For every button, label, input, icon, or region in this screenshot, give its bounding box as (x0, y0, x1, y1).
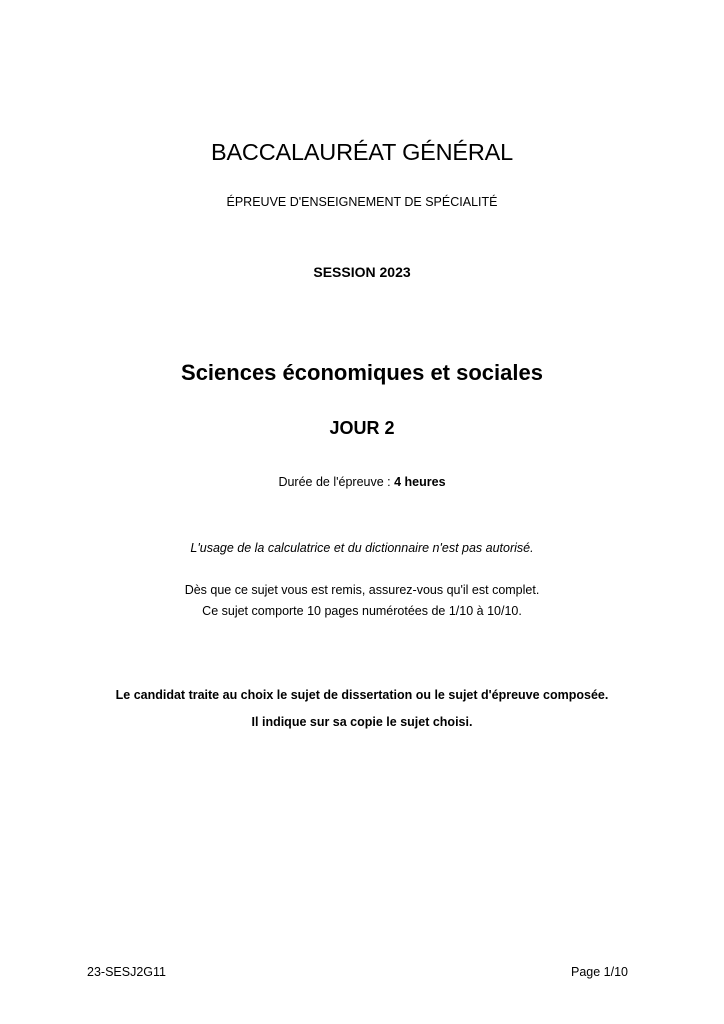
footer-page-number: Page 1/10 (571, 965, 628, 979)
candidate-choice-notice: Le candidat traite au choix le sujet de dissertation ou le sujet d'épreuve composée. (115, 688, 609, 702)
exam-duration (0, 476, 724, 489)
exam-title: BACCALAURÉAT GÉNÉRAL (210, 139, 514, 165)
duration-value: 4 heures (394, 475, 446, 489)
footer-subject-code: 23-SESJ2G11 (87, 965, 166, 979)
session-label: SESSION 2023 (313, 264, 411, 280)
page-count-notice: Ce sujet comporte 10 pages numérotées de 1/10 à 10/10. (202, 604, 522, 618)
completeness-notice: Dès que ce sujet vous est remis, assurez-vous qu'il est complet. (184, 583, 540, 597)
calculator-notice: L'usage de la calculatrice et du dictionnaire n'est pas autorisé. (190, 541, 534, 555)
subject-name: Sciences économiques et sociales (181, 360, 543, 385)
exam-day: JOUR 2 (329, 418, 395, 438)
exam-subtitle: ÉPREUVE D'ENSEIGNEMENT DE SPÉCIALITÉ (226, 195, 498, 209)
candidate-indicate-notice: Il indique sur sa copie le sujet choisi. (251, 715, 473, 729)
duration-label: Durée de l'épreuve : (278, 475, 395, 489)
